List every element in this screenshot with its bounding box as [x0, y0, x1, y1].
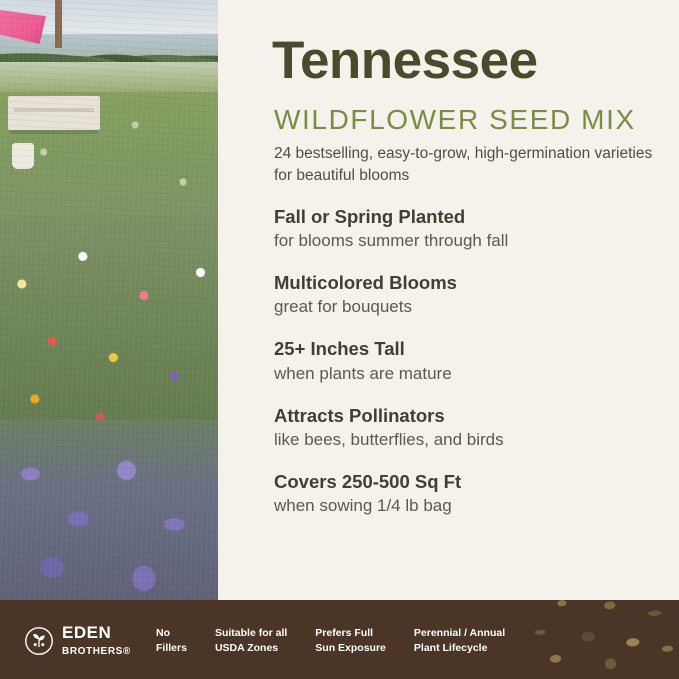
feature-item [274, 404, 664, 451]
feature-subtext: when plants are mature [274, 363, 452, 383]
feature-item [274, 470, 664, 517]
badge-line-1: Prefers Full [315, 627, 374, 639]
status-badge [215, 626, 287, 656]
brand-logo [24, 624, 131, 659]
product-blurb: 24 bestselling, easy-to-grow, high-germination varieties for beautiful blooms [274, 145, 653, 184]
apple-tree-icon [24, 626, 54, 656]
product-title: Tennessee [272, 31, 538, 90]
badge-line-1: Suitable for all [214, 627, 288, 639]
brand-line-2: BROTHERS® [62, 646, 131, 658]
product-subtitle: WILDFLOWER SEED MIX [274, 104, 636, 135]
badge-line-2: USDA Zones [214, 642, 279, 655]
footer-badges [156, 626, 505, 656]
info-panel [218, 0, 679, 600]
feature-subtext: for blooms summer through fall [274, 231, 509, 251]
feature-subtext: when sowing 1/4 lb bag [274, 496, 452, 515]
badge-line-1: No [156, 627, 170, 639]
status-badge [156, 626, 187, 656]
feature-heading: Multicolored Blooms [274, 272, 457, 294]
feature-heading: Fall or Spring Planted [274, 206, 466, 227]
footer-bar [0, 600, 679, 679]
photo-texture-overlay [0, 0, 218, 600]
feature-heading: Attracts Pollinators [274, 404, 445, 426]
feature-heading: 25+ Inches Tall [274, 338, 405, 360]
feature-item [274, 205, 664, 252]
wildflower-field-photo [0, 0, 218, 600]
seed-pile-image [505, 600, 679, 679]
status-badge [414, 626, 505, 656]
brand-line-1: EDEN [62, 623, 112, 642]
feature-item [274, 271, 664, 318]
feature-list [274, 205, 664, 536]
badge-line-1: Perennial / Annual [413, 627, 506, 639]
feature-heading: Covers 250-500 Sq Ft [274, 470, 462, 492]
badge-line-2: Sun Exposure [315, 642, 386, 655]
feature-subtext: like bees, butterflies, and birds [274, 429, 504, 449]
badge-line-2: Plant Lifecycle [413, 642, 488, 655]
badge-line-2: Fillers [156, 642, 187, 655]
brand-wordmark [62, 624, 131, 659]
feature-item [274, 337, 664, 384]
feature-subtext: great for bouquets [274, 297, 412, 317]
status-badge [315, 626, 386, 656]
